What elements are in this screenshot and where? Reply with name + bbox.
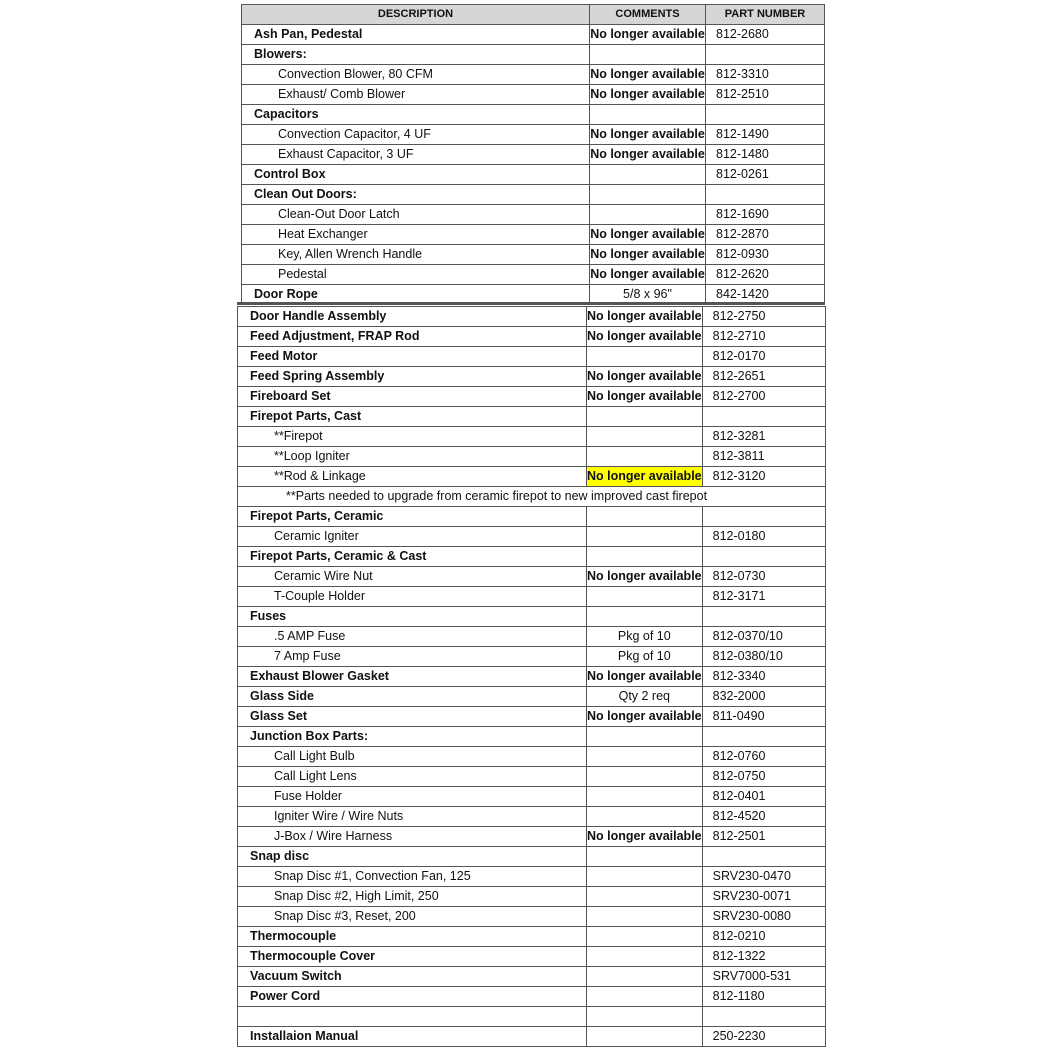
table-row [238, 787, 826, 807]
part-number-cell: 812-3120 [702, 467, 825, 487]
part-number-cell [706, 45, 825, 65]
table-row [238, 727, 826, 747]
description-cell: Feed Adjustment, FRAP Rod [238, 327, 587, 347]
part-number-cell: 812-1322 [702, 947, 825, 967]
comments-cell [587, 1007, 703, 1027]
table-row [238, 687, 826, 707]
table-row [242, 245, 825, 265]
comments-cell [587, 787, 703, 807]
comments-cell [587, 807, 703, 827]
table-row [242, 125, 825, 145]
comments-cell [587, 727, 703, 747]
description-cell: Firepot Parts, Ceramic & Cast [238, 547, 587, 567]
description-cell: Feed Motor [238, 347, 587, 367]
description-cell: Snap Disc #1, Convection Fan, 125 [238, 867, 587, 887]
comments-cell [587, 907, 703, 927]
table-row [238, 967, 826, 987]
comments-cell: No longer available [587, 827, 703, 847]
description-cell: Junction Box Parts: [238, 727, 587, 747]
parts-table-bottom [237, 306, 826, 1047]
description-cell: Firepot Parts, Ceramic [238, 507, 587, 527]
description-cell: Convection Capacitor, 4 UF [242, 125, 590, 145]
table-row [238, 987, 826, 1007]
table-row [238, 367, 826, 387]
part-number-cell: 812-1490 [706, 125, 825, 145]
description-cell [238, 1007, 587, 1027]
comments-cell: No longer available [590, 245, 706, 265]
comments-cell: No longer available [587, 467, 703, 487]
comments-cell: No longer available [587, 707, 703, 727]
description-cell: Glass Side [238, 687, 587, 707]
table-row [242, 85, 825, 105]
table-row [238, 467, 826, 487]
part-number-cell: SRV7000-531 [702, 967, 825, 987]
comments-cell [587, 527, 703, 547]
part-number-cell: 812-2680 [706, 25, 825, 45]
part-number-cell [702, 1007, 825, 1027]
description-cell: Key, Allen Wrench Handle [242, 245, 590, 265]
table-row [238, 567, 826, 587]
part-number-cell: 812-2750 [702, 307, 825, 327]
description-cell: Ceramic Igniter [238, 527, 587, 547]
part-number-cell: 842-1420 [706, 285, 825, 305]
section-divider [237, 302, 825, 305]
part-number-cell [702, 607, 825, 627]
description-cell: Clean Out Doors: [242, 185, 590, 205]
part-number-cell [706, 105, 825, 125]
table-row [238, 527, 826, 547]
comments-cell: No longer available [590, 265, 706, 285]
description-cell: **Loop Igniter [238, 447, 587, 467]
part-number-cell: 812-2620 [706, 265, 825, 285]
part-number-cell [702, 547, 825, 567]
comments-cell [587, 607, 703, 627]
part-number-cell: 812-2710 [702, 327, 825, 347]
part-number-cell: 812-0261 [706, 165, 825, 185]
part-number-cell: 812-2651 [702, 367, 825, 387]
description-cell: Snap Disc #2, High Limit, 250 [238, 887, 587, 907]
table-row [238, 607, 826, 627]
comments-cell: Qty 2 req [587, 687, 703, 707]
part-number-cell [702, 407, 825, 427]
description-cell: Exhaust Capacitor, 3 UF [242, 145, 590, 165]
comments-cell [587, 407, 703, 427]
table-row [238, 827, 826, 847]
table-row [238, 487, 826, 507]
part-number-cell: 811-0490 [702, 707, 825, 727]
part-number-cell: 812-0180 [702, 527, 825, 547]
comments-cell: No longer available [587, 387, 703, 407]
description-cell: Glass Set [238, 707, 587, 727]
parts-table-bottom-body [238, 307, 826, 1047]
table-row [242, 65, 825, 85]
comments-cell [587, 587, 703, 607]
table-row [238, 847, 826, 867]
description-cell: Fuses [238, 607, 587, 627]
comments-cell [587, 547, 703, 567]
part-number-cell: SRV230-0470 [702, 867, 825, 887]
table-row [238, 867, 826, 887]
comments-cell: 5/8 x 96" [590, 285, 706, 305]
table-row [242, 185, 825, 205]
part-number-cell: 812-4520 [702, 807, 825, 827]
description-cell: Snap disc [238, 847, 587, 867]
parts-table-top-body [242, 25, 825, 305]
table-row [238, 807, 826, 827]
comments-cell: No longer available [587, 307, 703, 327]
part-number-cell: 812-0210 [702, 927, 825, 947]
table-row [242, 165, 825, 185]
table-row [242, 205, 825, 225]
table-row [238, 667, 826, 687]
comments-cell: No longer available [587, 367, 703, 387]
description-cell: Ceramic Wire Nut [238, 567, 587, 587]
part-number-cell: 812-0401 [702, 787, 825, 807]
part-number-cell: 812-3281 [702, 427, 825, 447]
description-cell: Thermocouple [238, 927, 587, 947]
table-row [242, 105, 825, 125]
parts-table-top [241, 4, 825, 305]
comments-cell [587, 767, 703, 787]
part-number-cell: 812-2870 [706, 225, 825, 245]
table-row [242, 145, 825, 165]
comments-cell [587, 927, 703, 947]
table-row [238, 347, 826, 367]
part-number-cell: 812-1180 [702, 987, 825, 1007]
description-cell: Power Cord [238, 987, 587, 1007]
comments-cell [590, 165, 706, 185]
comments-cell [587, 947, 703, 967]
description-cell: Vacuum Switch [238, 967, 587, 987]
comments-cell [587, 747, 703, 767]
description-cell: Firepot Parts, Cast [238, 407, 587, 427]
description-cell: Thermocouple Cover [238, 947, 587, 967]
description-cell: Capacitors [242, 105, 590, 125]
part-number-cell [702, 847, 825, 867]
description-cell: Door Handle Assembly [238, 307, 587, 327]
comments-cell [587, 427, 703, 447]
table-row [238, 1027, 826, 1047]
description-cell: Ash Pan, Pedestal [242, 25, 590, 45]
part-number-cell: 812-1690 [706, 205, 825, 225]
header-comments: COMMENTS [590, 5, 706, 25]
description-cell: .5 AMP Fuse [238, 627, 587, 647]
table-row [238, 647, 826, 667]
part-number-cell: 812-3310 [706, 65, 825, 85]
part-number-cell: 812-0170 [702, 347, 825, 367]
part-number-cell: 812-0730 [702, 567, 825, 587]
part-number-cell: 812-0760 [702, 747, 825, 767]
comments-cell: Pkg of 10 [587, 627, 703, 647]
table-row [238, 627, 826, 647]
table-row [242, 45, 825, 65]
table-row [238, 327, 826, 347]
description-cell: J-Box / Wire Harness [238, 827, 587, 847]
table-row [238, 947, 826, 967]
comments-cell: No longer available [590, 65, 706, 85]
table-row [238, 507, 826, 527]
comments-cell: No longer available [587, 567, 703, 587]
table-row [238, 447, 826, 467]
part-number-cell: 812-1480 [706, 145, 825, 165]
description-cell: Heat Exchanger [242, 225, 590, 245]
part-number-cell: 812-3171 [702, 587, 825, 607]
part-number-cell: 250-2230 [702, 1027, 825, 1047]
part-number-cell: 812-0380/10 [702, 647, 825, 667]
description-cell: 7 Amp Fuse [238, 647, 587, 667]
comments-cell [587, 447, 703, 467]
description-cell: T-Couple Holder [238, 587, 587, 607]
part-number-cell [706, 185, 825, 205]
header-part-number: PART NUMBER [706, 5, 825, 25]
header-row [242, 5, 825, 25]
comments-cell [590, 185, 706, 205]
description-cell: Control Box [242, 165, 590, 185]
comments-cell [587, 347, 703, 367]
comments-cell: No longer available [590, 225, 706, 245]
table-row [238, 427, 826, 447]
table-row [238, 927, 826, 947]
part-number-cell: SRV230-0071 [702, 887, 825, 907]
table-row [238, 387, 826, 407]
description-cell: Igniter Wire / Wire Nuts [238, 807, 587, 827]
description-cell: Convection Blower, 80 CFM [242, 65, 590, 85]
part-number-cell: 812-2510 [706, 85, 825, 105]
comments-cell: No longer available [587, 667, 703, 687]
description-cell: **Rod & Linkage [238, 467, 587, 487]
upgrade-note: **Parts needed to upgrade from ceramic firepot to new improved cast firepot [238, 487, 826, 507]
comments-cell [587, 967, 703, 987]
part-number-cell: 812-2700 [702, 387, 825, 407]
table-row [238, 547, 826, 567]
comments-cell [587, 1027, 703, 1047]
comments-cell [590, 105, 706, 125]
description-cell: Clean-Out Door Latch [242, 205, 590, 225]
table-row [238, 407, 826, 427]
table-row [238, 587, 826, 607]
description-cell: **Firepot [238, 427, 587, 447]
description-cell: Door Rope [242, 285, 590, 305]
part-number-cell: 832-2000 [702, 687, 825, 707]
comments-cell [587, 507, 703, 527]
description-cell: Exhaust/ Comb Blower [242, 85, 590, 105]
table-row [238, 907, 826, 927]
description-cell: Installaion Manual [238, 1027, 587, 1047]
description-cell: Call Light Bulb [238, 747, 587, 767]
comments-cell: No longer available [590, 25, 706, 45]
comments-cell [590, 45, 706, 65]
comments-cell: No longer available [590, 85, 706, 105]
comments-cell [587, 867, 703, 887]
table-row [238, 767, 826, 787]
description-cell: Pedestal [242, 265, 590, 285]
table-row [242, 265, 825, 285]
header-description: DESCRIPTION [242, 5, 590, 25]
part-number-cell [702, 727, 825, 747]
part-number-cell: 812-2501 [702, 827, 825, 847]
description-cell: Snap Disc #3, Reset, 200 [238, 907, 587, 927]
comments-cell [587, 987, 703, 1007]
part-number-cell: 812-0750 [702, 767, 825, 787]
part-number-cell: 812-0370/10 [702, 627, 825, 647]
table-row [238, 887, 826, 907]
comments-cell: No longer available [590, 145, 706, 165]
table-row [238, 747, 826, 767]
description-cell: Blowers: [242, 45, 590, 65]
description-cell: Exhaust Blower Gasket [238, 667, 587, 687]
table-row [242, 25, 825, 45]
description-cell: Call Light Lens [238, 767, 587, 787]
part-number-cell: SRV230-0080 [702, 907, 825, 927]
comments-cell [587, 847, 703, 867]
comments-cell: Pkg of 10 [587, 647, 703, 667]
part-number-cell: 812-0930 [706, 245, 825, 265]
description-cell: Feed Spring Assembly [238, 367, 587, 387]
comments-cell [590, 205, 706, 225]
part-number-cell: 812-3811 [702, 447, 825, 467]
comments-cell: No longer available [587, 327, 703, 347]
description-cell: Fireboard Set [238, 387, 587, 407]
table-row [238, 1007, 826, 1027]
table-row [238, 707, 826, 727]
table-row [242, 225, 825, 245]
description-cell: Fuse Holder [238, 787, 587, 807]
part-number-cell: 812-3340 [702, 667, 825, 687]
table-row [238, 307, 826, 327]
comments-cell [587, 887, 703, 907]
part-number-cell [702, 507, 825, 527]
comments-cell: No longer available [590, 125, 706, 145]
